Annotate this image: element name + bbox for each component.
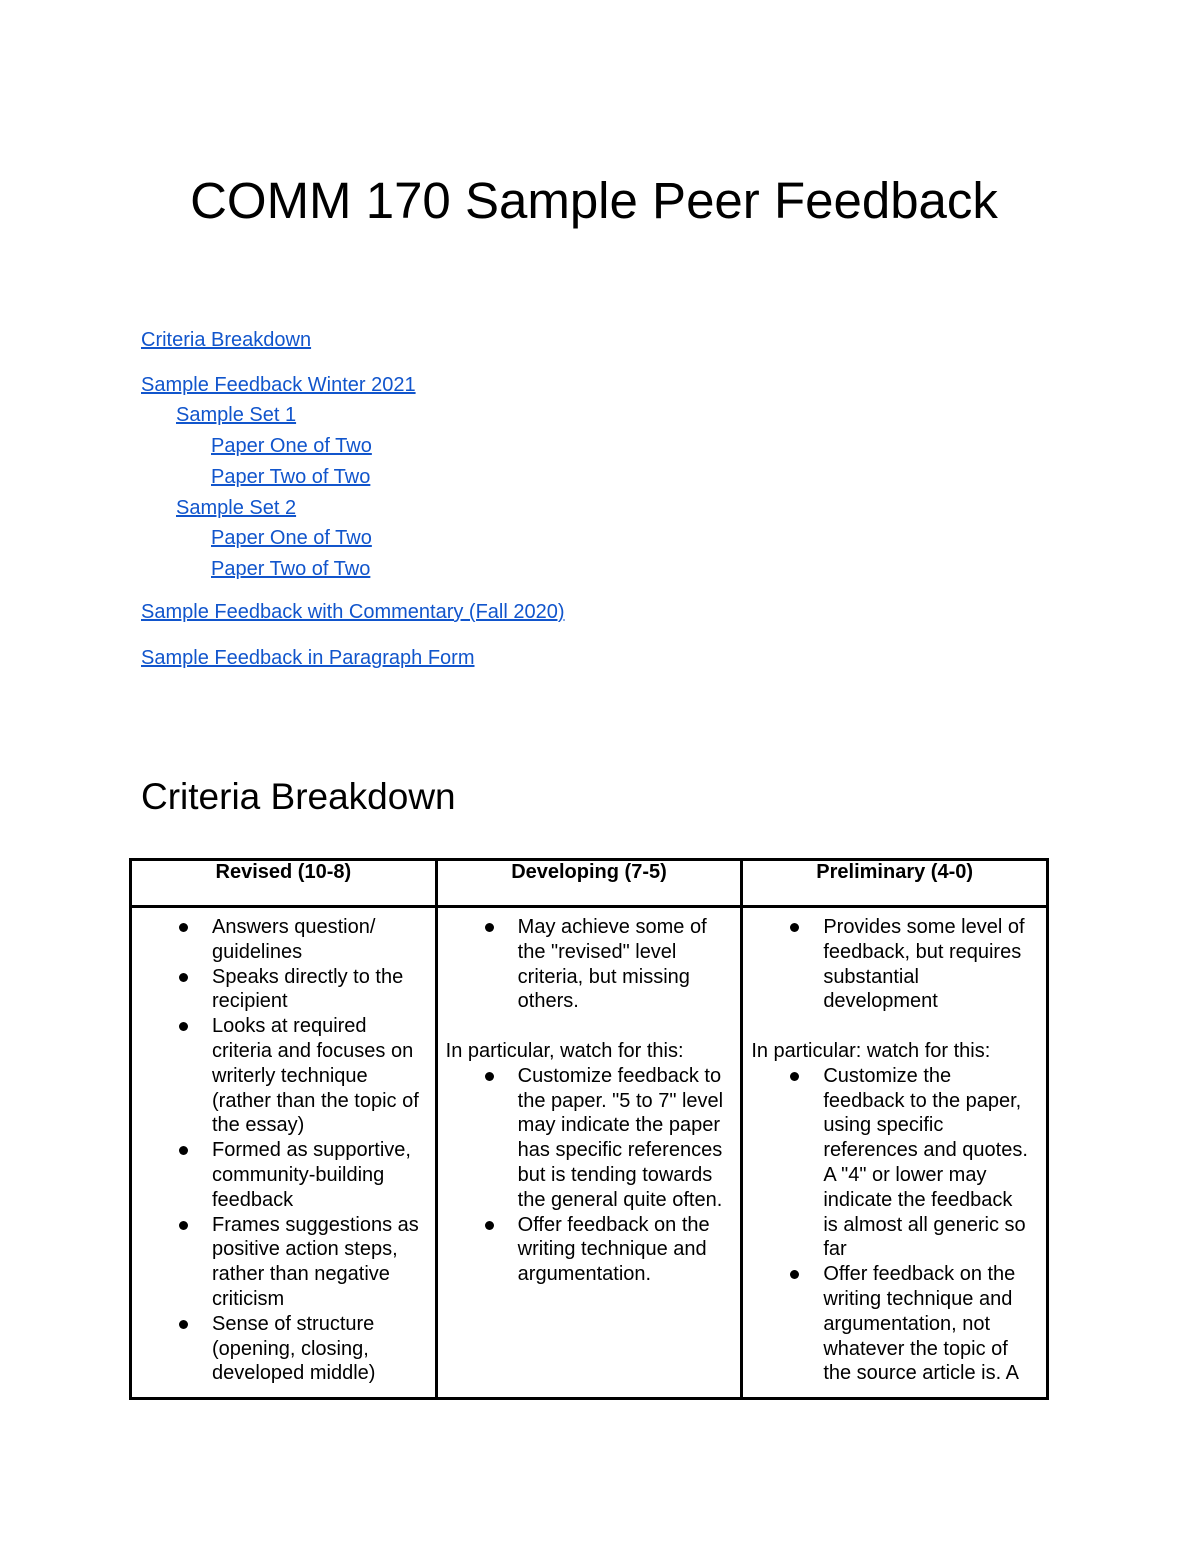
cell-preliminary [742, 907, 1048, 1399]
revised-criteria-list [132, 915, 435, 1386]
preliminary-note: In particular: watch for this: [751, 1039, 991, 1062]
document-title: COMM 170 Sample Peer Feedback [190, 172, 998, 229]
bullet-icon [179, 1320, 188, 1329]
bullet-icon [179, 973, 188, 982]
list-item: Speaks directly to the recipient [132, 965, 435, 1015]
header-developing: Developing (7-5) [436, 860, 742, 907]
bullet-icon [179, 1022, 188, 1031]
bullet-icon [790, 1072, 799, 1081]
list-item: May achieve some of the "revised" level criteria, but missing others. [438, 915, 741, 1014]
cell-revised [131, 907, 437, 1399]
preliminary-intro-list [743, 915, 1046, 1014]
header-preliminary: Preliminary (4-0) [742, 860, 1048, 907]
toc-link-criteria-breakdown[interactable]: Criteria Breakdown [141, 329, 312, 351]
bullet-icon [485, 1221, 494, 1230]
list-item: Customize feedback to the paper. "5 to 7" level may indicate the paper has specific references but is tending towards the general quite often. [438, 1064, 741, 1213]
list-item: Looks at required criteria and focuses on writerly technique (rather than the topic of the essay) [132, 1014, 435, 1138]
list-item: Frames suggestions as positive action steps, rather than negative criticism [132, 1213, 435, 1312]
rubric-body-row [131, 907, 1048, 1399]
criteria-rubric-table [129, 858, 1049, 1400]
bullet-icon [790, 923, 799, 932]
developing-intro-list [438, 915, 741, 1014]
list-item: Formed as supportive, community-building feedback [132, 1138, 435, 1212]
toc-link-set1-paper-one[interactable]: Paper One of Two [211, 435, 372, 457]
list-item: Sense of structure (opening, closing, developed middle) [132, 1312, 435, 1386]
toc-link-set1-paper-two[interactable]: Paper Two of Two [211, 466, 371, 488]
rubric-header-row [131, 860, 1048, 907]
header-revised: Revised (10-8) [131, 860, 437, 907]
list-item: Provides some level of feedback, but requires substantial development [743, 915, 1046, 1014]
bullet-icon [485, 923, 494, 932]
developing-note: In particular, watch for this: [445, 1039, 684, 1062]
preliminary-criteria-list [743, 1064, 1046, 1386]
toc-link-sample-set-2[interactable]: Sample Set 2 [176, 497, 297, 519]
toc-link-set2-paper-two[interactable]: Paper Two of Two [211, 558, 371, 580]
bullet-icon [485, 1072, 494, 1081]
bullet-icon [790, 1270, 799, 1279]
toc-link-sample-set-1[interactable]: Sample Set 1 [176, 404, 297, 426]
list-item: Answers question/ guidelines [132, 915, 435, 965]
list-item: Offer feedback on the writing technique and argumentation. [438, 1213, 741, 1287]
toc-link-sample-feedback-commentary[interactable]: Sample Feedback with Commentary (Fall 2020) [141, 601, 565, 623]
developing-criteria-list [438, 1064, 741, 1287]
toc-link-sample-feedback-paragraph[interactable]: Sample Feedback in Paragraph Form [141, 647, 475, 669]
bullet-icon [179, 1221, 188, 1230]
section-heading-criteria-breakdown: Criteria Breakdown [141, 776, 456, 817]
toc-link-set2-paper-one[interactable]: Paper One of Two [211, 527, 372, 549]
cell-developing [436, 907, 742, 1399]
bullet-icon [179, 1146, 188, 1155]
toc-link-sample-feedback-winter-2021[interactable]: Sample Feedback Winter 2021 [141, 374, 416, 396]
bullet-icon [179, 923, 188, 932]
list-item: Customize the feedback to the paper, using specific references and quotes. A "4" or lower may indicate the feedback is almost all generic so far [743, 1064, 1046, 1262]
list-item: Offer feedback on the writing technique and argumentation, not whatever the topic of the source article is. A [743, 1262, 1046, 1386]
